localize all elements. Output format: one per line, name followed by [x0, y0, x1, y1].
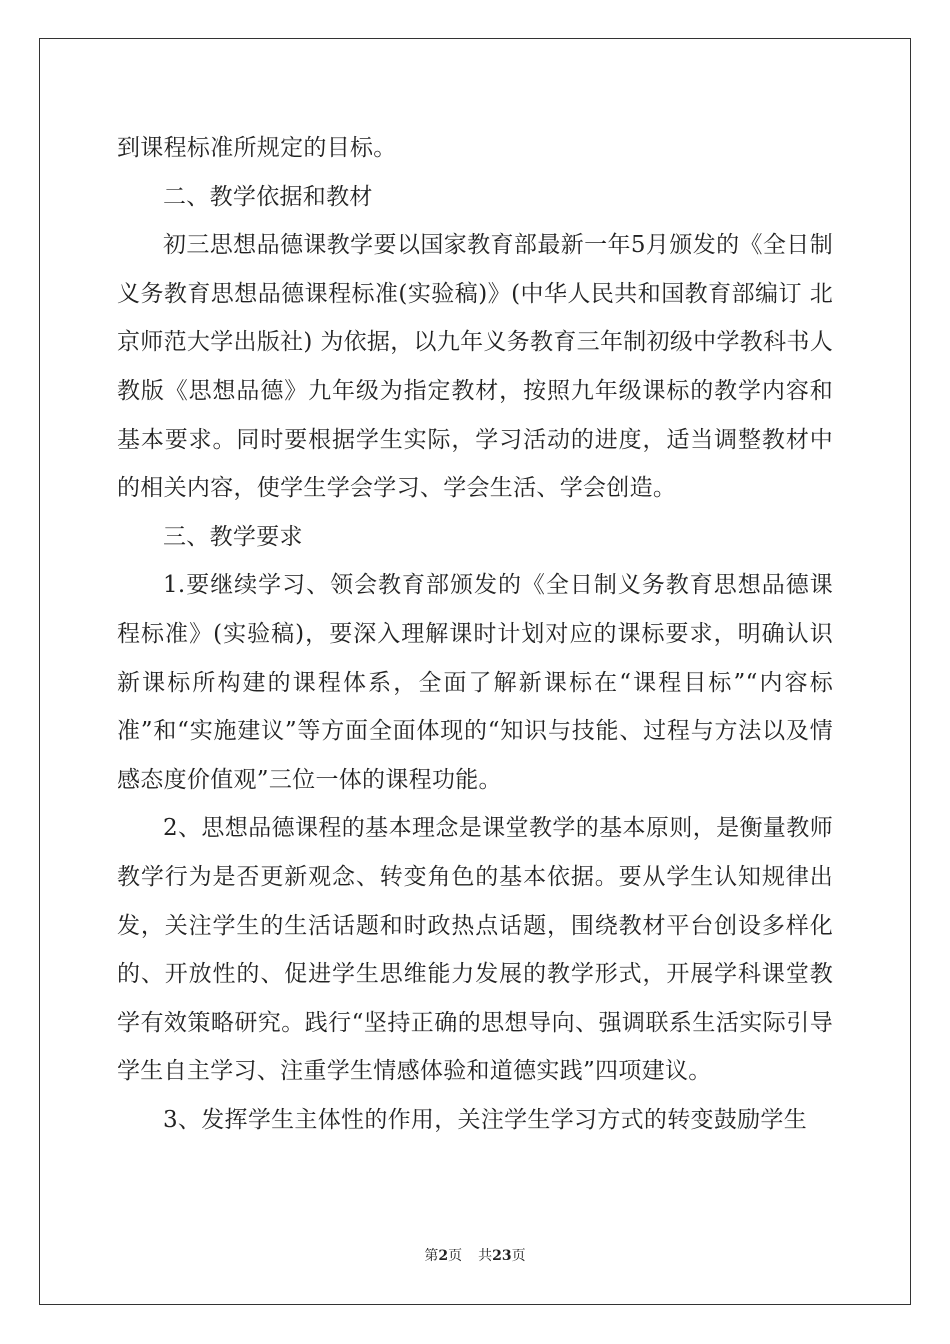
total-suffix: 页 [511, 1248, 526, 1264]
paragraph-requirement-1: 1.要继续学习、领会教育部颁发的《全日制义务教育思想品德课程标准》(实验稿)，要深入理解课时计划对应的课标要求，明确认识新课标所构建的课程体系，全面了解新课标在“课程目标”“内容标准”和“实施建议”等方面全面体现的“知识与技能、过程与方法以及情感态度价值观”三位一体的课程功能。 [117, 572, 833, 793]
paragraph-continuation: 到课程标准所规定的目标。 [117, 135, 397, 161]
page-current: 2 [438, 1248, 449, 1264]
document-body [117, 124, 833, 1144]
page-total: 23 [492, 1248, 512, 1264]
total-prefix: 共 [478, 1248, 493, 1264]
paragraph-basis: 初三思想品德课教学要以国家教育部最新一年5月颁发的《全日制义务教育思想品德课程标准(实验稿)》(中华人民共和国教育部编订 北京师范大学出版社) 为依据，以九年义务教育三年制初级中学教科书人教版《思想品德》九年级为指定教材，按照九年级课标的教学内容和基本要求。同时要根据学生实际，学习活动的进度，适当调整教材中的相关内容，使学生学会学习、学会生活、学会创造。 [117, 232, 833, 502]
page-suffix: 页 [448, 1248, 463, 1264]
paragraph-requirement-2: 2、思想品德课程的基本理念是课堂教学的基本原则，是衡量教师教学行为是否更新观念、转变角色的基本依据。要从学生认知规律出发，关注学生的生活话题和时政热点话题，围绕教材平台创设多样化的、开放性的、促进学生思维能力发展的教学形式，开展学科课堂教学有效策略研究。践行“坚持正确的思想导向、强调联系生活实际引导学生自主学习、注重学生情感体验和道德实践”四项建议。 [117, 815, 833, 1085]
page-prefix: 第 [424, 1248, 439, 1264]
page-footer [0, 1245, 950, 1265]
section-heading-requirements: 三、教学要求 [163, 523, 303, 550]
paragraph-requirement-3: 3、发挥学生主体性的作用，关注学生学习方式的转变鼓励学生 [163, 1106, 808, 1133]
section-heading-basis: 二、教学依据和教材 [163, 183, 373, 210]
